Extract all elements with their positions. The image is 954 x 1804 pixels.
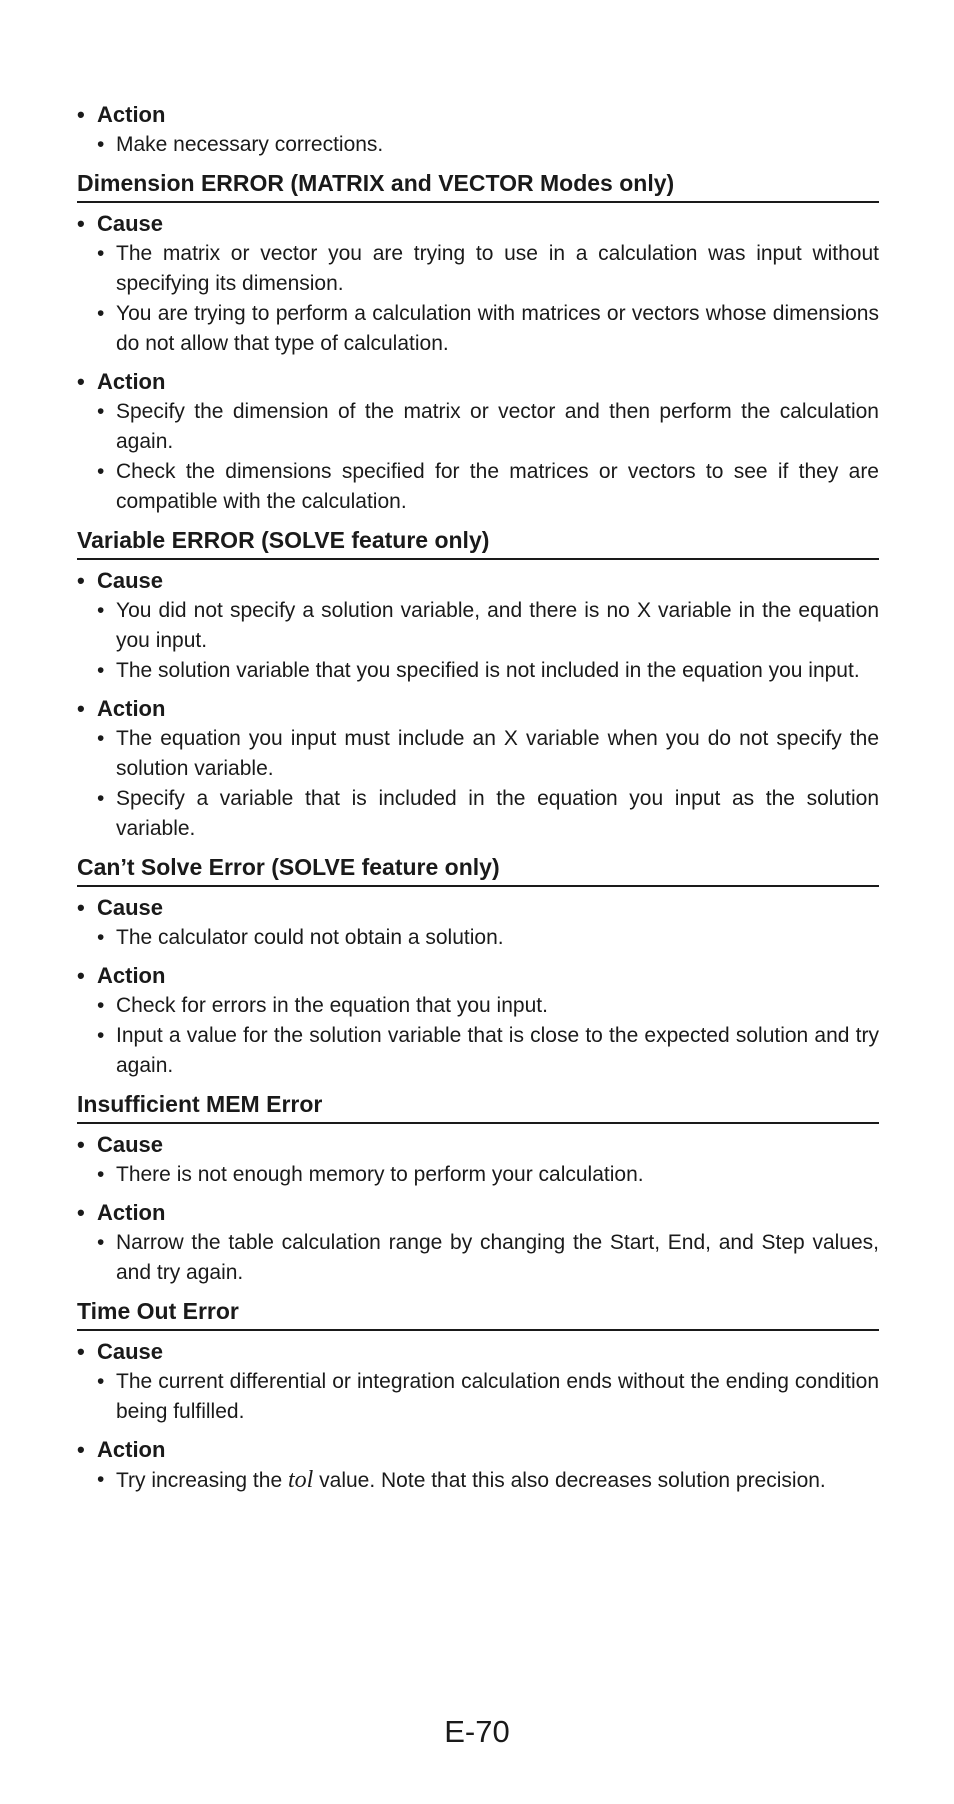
- text-fragment: Try increasing the: [116, 1469, 288, 1492]
- action-list: [77, 397, 879, 517]
- cause-list: [77, 239, 879, 359]
- list-item: • You did not specify a solution variable, and there is no X variable in the equation you input.: [77, 596, 879, 656]
- page-number: E-70: [444, 1714, 510, 1749]
- cause-label: • Cause: [77, 209, 879, 239]
- cause-label: • Cause: [77, 893, 879, 923]
- list-item: • Narrow the table calculation range by changing the Start, End, and Step values, and try again.: [77, 1228, 879, 1288]
- section-cant-solve-error: [77, 852, 879, 1081]
- list-item: • You are trying to perform a calculation with matrices or vectors whose dimensions do not allow that type of calculation.: [77, 299, 879, 359]
- section-title: Dimension ERROR (MATRIX and VECTOR Modes only): [77, 168, 879, 203]
- list-item: • The current differential or integration calculation ends without the ending condition being fulfilled.: [77, 1367, 879, 1427]
- cause-list: [77, 596, 879, 686]
- list-item: • Check the dimensions specified for the matrices or vectors to see if they are compatible with the calculation.: [77, 457, 879, 517]
- section-variable-error: [77, 525, 879, 844]
- action-label: • Action: [77, 100, 879, 130]
- cause-label: • Cause: [77, 1130, 879, 1160]
- document-page: [77, 100, 879, 1504]
- list-item: • Specify the dimension of the matrix or vector and then perform the calculation again.: [77, 397, 879, 457]
- section-title: Time Out Error: [77, 1296, 879, 1331]
- list-item: • The calculator could not obtain a solution.: [77, 923, 879, 953]
- action-label: • Action: [77, 1435, 879, 1465]
- section-title: Insufficient MEM Error: [77, 1089, 879, 1124]
- list-item: • Specify a variable that is included in the equation you input as the solution variable.: [77, 784, 879, 844]
- section-title: Can’t Solve Error (SOLVE feature only): [77, 852, 879, 887]
- text-fragment: value. Note that this also decreases solution precision.: [313, 1469, 826, 1492]
- action-list: [77, 724, 879, 844]
- action-list: [77, 130, 879, 160]
- cause-list: [77, 1367, 879, 1427]
- list-item: • Make necessary corrections.: [77, 130, 879, 160]
- section-insufficient-mem-error: [77, 1089, 879, 1288]
- list-item: • There is not enough memory to perform your calculation.: [77, 1160, 879, 1190]
- section-dimension-error: [77, 168, 879, 517]
- action-list: [77, 991, 879, 1081]
- section-title: Variable ERROR (SOLVE feature only): [77, 525, 879, 560]
- cause-list: [77, 1160, 879, 1190]
- action-label: • Action: [77, 1198, 879, 1228]
- action-label: • Action: [77, 367, 879, 397]
- cause-list: [77, 923, 879, 953]
- list-item: • The matrix or vector you are trying to use in a calculation was input without specifying its dimension.: [77, 239, 879, 299]
- cause-label: • Cause: [77, 566, 879, 596]
- list-item: • Check for errors in the equation that you input.: [77, 991, 879, 1021]
- list-item: • The equation you input must include an X variable when you do not specify the solution variable.: [77, 724, 879, 784]
- action-list: [77, 1465, 879, 1496]
- action-label: • Action: [77, 694, 879, 724]
- cause-label: • Cause: [77, 1337, 879, 1367]
- action-label: • Action: [77, 961, 879, 991]
- list-item: • The solution variable that you specified is not included in the equation you input.: [77, 656, 879, 686]
- tol-variable: tol: [287, 1467, 314, 1493]
- intro-block: [77, 100, 879, 160]
- list-item: • Input a value for the solution variable that is close to the expected solution and try again.: [77, 1021, 879, 1081]
- action-list: [77, 1228, 879, 1288]
- section-time-out-error: [77, 1296, 879, 1496]
- list-item: [77, 1465, 879, 1496]
